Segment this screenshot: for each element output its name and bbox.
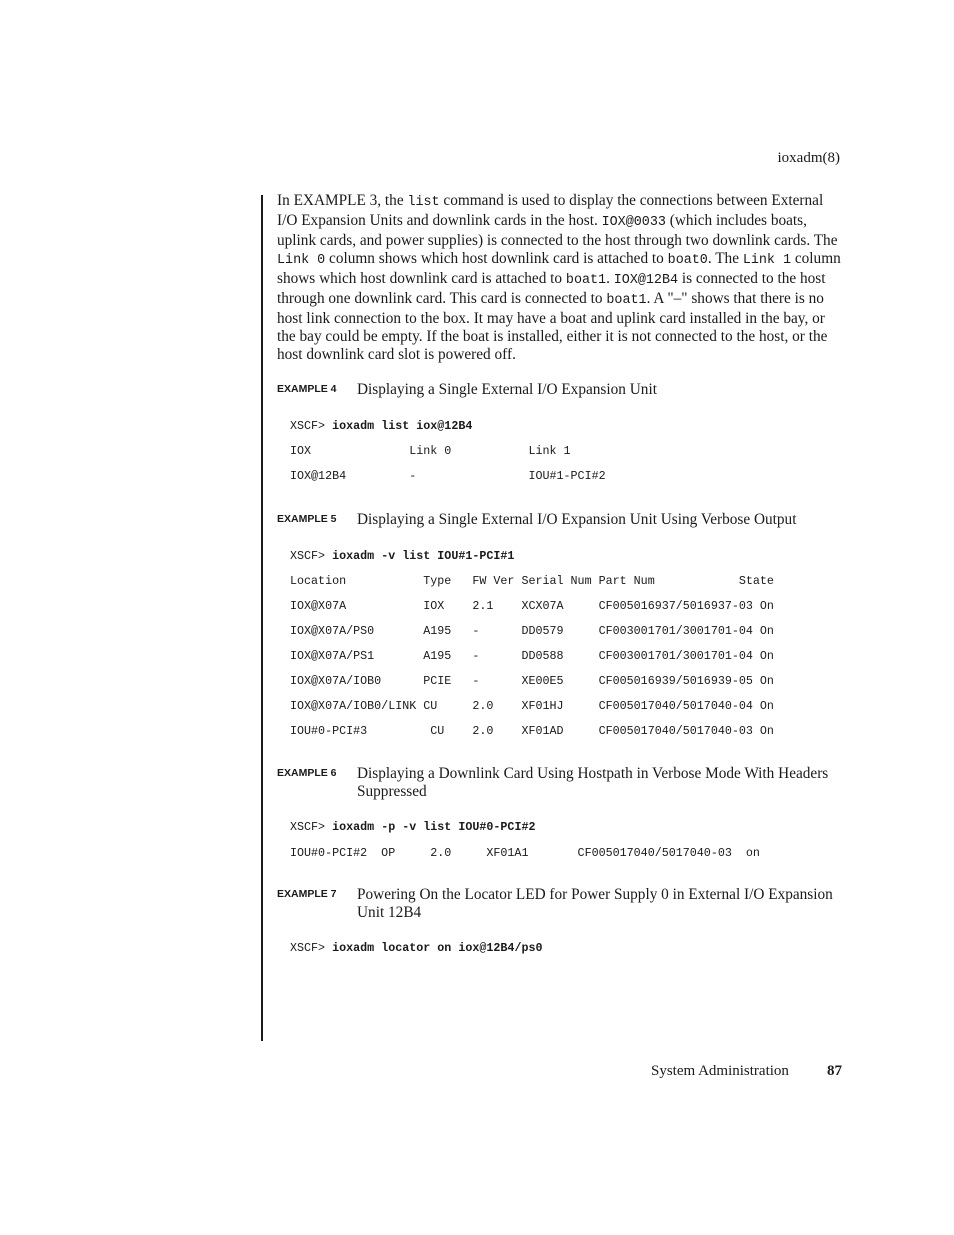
example-7-title: Powering On the Locator LED for Power Supply 0 in External I/O Expansion Unit 12B4 xyxy=(357,886,833,921)
example-5-output-line: IOX@X07A/IOB0 PCIE - XE00E5 CF005016939/5016939-05 On xyxy=(290,674,774,688)
example-5-label: EXAMPLE 5 xyxy=(277,513,337,525)
example-4-command: XSCF> ioxadm list iox@12B4 xyxy=(290,419,473,433)
example-7-label: EXAMPLE 7 xyxy=(277,888,337,900)
example-5-output-line: Location Type FW Ver Serial Num Part Num State xyxy=(290,574,774,588)
example-6-title: Displaying a Downlink Card Using Hostpath in Verbose Mode With Headers Suppressed xyxy=(357,765,829,800)
example-5-command: XSCF> ioxadm -v list IOU#1-PCI#1 xyxy=(290,549,515,563)
example-4-label: EXAMPLE 4 xyxy=(277,383,337,395)
example-4-output-line: IOX@12B4 - IOU#1-PCI#2 xyxy=(290,469,606,483)
example-4-output-line: IOX Link 0 Link 1 xyxy=(290,444,571,458)
intro-paragraph: In EXAMPLE 3, the list command is used to display the connections between External I/O Expansion Units and downlink cards in the host. IOX@0033 (which includes boats, uplink cards, and power supplies) is connected to the host through two downlink cards. The Link 0 column shows which host downlink card is attached to boat0. The Link 1 column shows which host downlink card is attached to boat1. IOX@12B4 is connected to the host through one downlink card. This card is connected to boat1. A "–" shows that there is no host link connection to the box. It may have a boat and uplink card installed in the bay, or the bay could be empty. If the boat is installed, either it is not connected to the host, or the host downlink card slot is powered off. xyxy=(277,192,841,363)
example-5-output-line: IOX@X07A IOX 2.1 XCX07A CF005016937/5016937-03 On xyxy=(290,599,774,613)
example-5-output-line: IOX@X07A/IOB0/LINK CU 2.0 XF01HJ CF005017040/5017040-04 On xyxy=(290,699,774,713)
page-number: 87 xyxy=(827,1063,842,1079)
footer-section-title: System Administration xyxy=(651,1063,789,1079)
running-head: ioxadm(8) xyxy=(777,150,840,166)
example-5-output-line: IOX@X07A/PS1 A195 - DD0588 CF003001701/3001701-04 On xyxy=(290,649,774,663)
example-6-label: EXAMPLE 6 xyxy=(277,767,337,779)
example-4-title: Displaying a Single External I/O Expansion Unit xyxy=(357,381,657,398)
example-6-command: XSCF> ioxadm -p -v list IOU#0-PCI#2 xyxy=(290,820,536,834)
example-5-output-line: IOU#0-PCI#3 CU 2.0 XF01AD CF005017040/5017040-03 On xyxy=(290,724,774,738)
example-6-output-line: IOU#0-PCI#2 OP 2.0 XF01A1 CF005017040/5017040-03 on xyxy=(290,846,760,860)
example-5-output-line: IOX@X07A/PS0 A195 - DD0579 CF003001701/3001701-04 On xyxy=(290,624,774,638)
example-5-title: Displaying a Single External I/O Expansion Unit Using Verbose Output xyxy=(357,511,797,528)
change-bar xyxy=(261,195,263,1041)
example-7-command: XSCF> ioxadm locator on iox@12B4/ps0 xyxy=(290,941,543,955)
